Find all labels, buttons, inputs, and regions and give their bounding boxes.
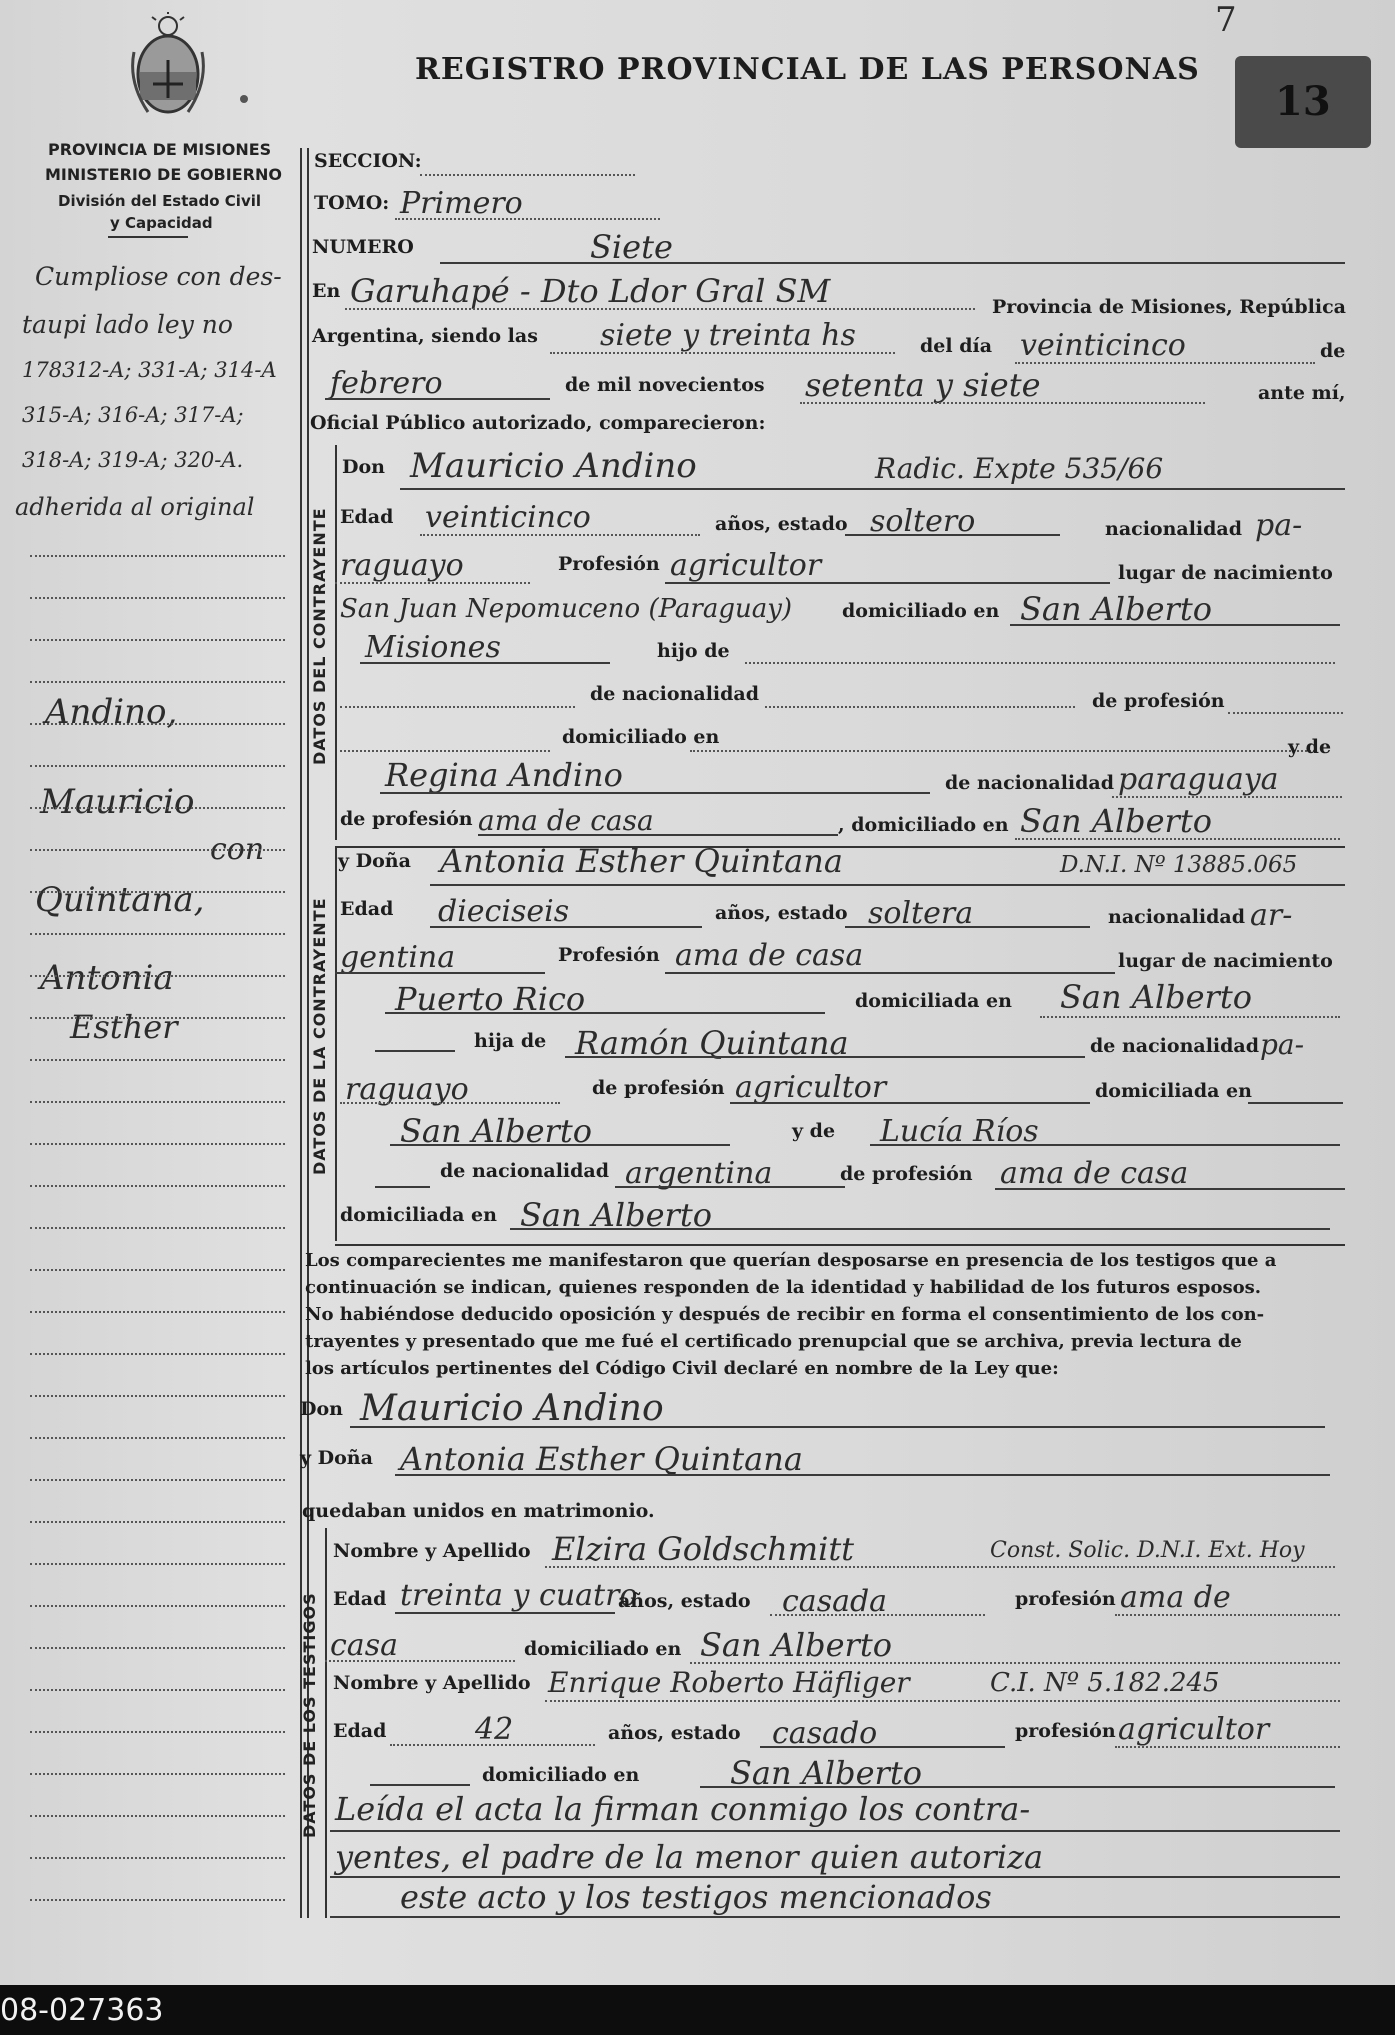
contrayente-border [335, 445, 337, 840]
padre-value: Ramón Quintana [575, 1024, 849, 1062]
margin-ruled-line [30, 1269, 285, 1271]
page-number: 7 [1215, 0, 1237, 40]
closing-rule-1 [330, 1830, 1340, 1832]
declaration-line-2: continuación se indican, quienes responden de la identidad y habilidad de los futuros esposos. [305, 1277, 1262, 1298]
declaration-line-3: No habiéndose deducido oposición y después de recibir en forma el consentimiento de los con- [305, 1304, 1265, 1325]
margin-ruled-line [30, 1059, 285, 1061]
contrayenta-name-line [430, 884, 1345, 886]
margin-ruled-line [30, 765, 285, 767]
t1-dom-line [690, 1662, 1340, 1664]
t2-profesion-label: profesión [1015, 1720, 1116, 1742]
contrayenta-profesion-label: Profesión [558, 944, 660, 966]
padre-nac-line [340, 1102, 560, 1104]
de-profesion: de profesión [1092, 690, 1225, 712]
padre-line [565, 1056, 1085, 1058]
madre-domiciliada-en: domiciliada en [340, 1204, 497, 1226]
closing-line-2: yentes, el padre de la menor quien autoriza [335, 1838, 1044, 1876]
numero-line [440, 262, 1345, 264]
quedaban-text: quedaban unidos en matrimonio. [302, 1500, 655, 1522]
contrayenta-madre-dom-line [510, 1228, 1330, 1230]
contrayenta-estado-value: soltera [868, 896, 974, 931]
day-line [1015, 362, 1315, 364]
contrayenta-profesion-line [665, 972, 1115, 974]
madre-de-profesion-2: de profesión [840, 1163, 973, 1185]
contrayenta-profesion-value: ama de casa [675, 938, 864, 973]
margin-note-line-2: taupi lado ley no [22, 310, 233, 339]
domicilio-line-2 [360, 662, 610, 664]
contrayenta-madre-dom: San Alberto [520, 1196, 712, 1234]
margin-ruled-line [30, 1899, 285, 1901]
t1-name: Elzira Goldschmitt [552, 1530, 855, 1568]
profesion-value: agricultor [670, 548, 822, 583]
t1-estado: casada [782, 1584, 888, 1619]
nac-line [335, 582, 530, 584]
margin-ruled-line [30, 723, 285, 725]
t2-prof-line [1115, 1746, 1340, 1748]
en-label: En [312, 280, 341, 302]
madre-de-nacionalidad: de nacionalidad [945, 772, 1115, 794]
declaration-don-value: Mauricio Andino [360, 1388, 664, 1429]
margin-ruled-line [30, 891, 285, 893]
margin-name-2: Mauricio [40, 782, 195, 822]
contrayente-name: Mauricio Andino [410, 446, 697, 486]
tomo-line [395, 218, 660, 220]
de-text: de [1320, 340, 1346, 362]
y-de: y de [1288, 736, 1332, 758]
declaration-don-line [350, 1426, 1325, 1428]
contrayenta-lugar-value: Puerto Rico [395, 980, 586, 1018]
contrayenta-dni: D.N.I. Nº 13885.065 [1060, 852, 1298, 878]
t2-edad-label: Edad [333, 1720, 387, 1742]
seccion-label: SECCION: [314, 150, 422, 172]
contrayenta-nac-part1: ar- [1250, 898, 1293, 933]
closing-line-3: este acto y los testigos mencionados [400, 1878, 992, 1916]
contrayenta-border [335, 846, 337, 1241]
margin-ruled-line [30, 975, 285, 977]
year-line [800, 402, 1205, 404]
margin-name-5: Antonia [40, 958, 174, 998]
hijo-de: hijo de [657, 640, 730, 662]
margin-ruled-line [30, 807, 285, 809]
t2-dom-line [700, 1786, 1335, 1788]
margin-name-3: con [210, 832, 265, 867]
padre-nac-line [765, 706, 1075, 708]
declaration-dona-label: y Doña [300, 1447, 373, 1469]
madre-de-nacionalidad-2: de nacionalidad [440, 1160, 610, 1182]
margin-ruled-line [30, 639, 285, 641]
edad-label: Edad [340, 506, 394, 528]
place-value: Garuhapé - Dto Ldor Gral SM [350, 272, 831, 310]
madre-prof-line [478, 834, 838, 836]
madre-dom: San Alberto [1020, 802, 1212, 840]
hija-blank-line [375, 1050, 455, 1052]
margin-ruled-line [30, 1143, 285, 1145]
de-nacionalidad: de nacionalidad [590, 683, 760, 705]
t2-edad-line [390, 1744, 595, 1746]
contrayenta-lugar-label: lugar de nacimiento [1118, 950, 1333, 972]
contrayenta-nac-line [335, 972, 545, 974]
t1-edad: treinta y cuatro [400, 1578, 638, 1613]
contrayenta-madre-nac-line [615, 1186, 845, 1188]
day-value: veinticinco [1020, 328, 1186, 363]
t2-name: Enrique Roberto Häfliger [548, 1666, 910, 1699]
contrayenta-madre-line [870, 1144, 1340, 1146]
margin-ruled-line [30, 1815, 285, 1817]
org-line-4: y Capacidad [110, 214, 213, 232]
declaration-dona-line [395, 1474, 1330, 1476]
hour-line [550, 352, 895, 354]
contrayenta-anios-estado: años, estado [715, 902, 848, 924]
t1-profesion-label: profesión [1015, 1588, 1116, 1610]
margin-ruled-line [30, 1437, 285, 1439]
domiciliado-en-3: , domiciliado en [838, 814, 1009, 836]
contrayenta-domiciliada-en: domiciliada en [855, 990, 1012, 1012]
padre-dom: San Alberto [400, 1112, 592, 1150]
t1-domiciliado-en: domiciliado en [524, 1638, 682, 1660]
closing-line-1: Leída el acta la firman conmigo los contra- [335, 1790, 1031, 1828]
coat-of-arms-emblem [128, 12, 208, 122]
oficial-text: Oficial Público autorizado, comparecieron: [310, 412, 766, 434]
margin-ruled-line [30, 1311, 285, 1313]
t1-nombre-label: Nombre y Apellido [333, 1540, 531, 1562]
argentina-text: Argentina, siendo las [312, 325, 538, 347]
madre-blank-line [375, 1186, 430, 1188]
org-line-1: PROVINCIA DE MISIONES [48, 140, 272, 159]
footer-bar [0, 1985, 1395, 2035]
testigos-section-label: DATOS DE LOS TESTIGOS [300, 1592, 319, 1838]
domicilio-value: San Alberto [1020, 590, 1212, 628]
contrayenta-madre-prof: ama de casa [1000, 1156, 1189, 1191]
padre-de-nacionalidad: de nacionalidad [1090, 1035, 1260, 1057]
margin-ruled-line [30, 597, 285, 599]
madre-line [380, 792, 930, 794]
t2-name-line [545, 1700, 1340, 1702]
edad-value: veinticinco [425, 500, 591, 535]
padre-prof-line [730, 1102, 1090, 1104]
month-line [325, 398, 550, 400]
domicilio-value-2: Misiones [365, 630, 501, 665]
margin-name-6: Esther [70, 1008, 178, 1046]
t2-anios-estado: años, estado [608, 1722, 741, 1744]
seccion-line [420, 174, 635, 176]
margin-ruled-line [30, 1605, 285, 1607]
margin-ruled-line [30, 1395, 285, 1397]
margin-ruled-line [30, 1731, 285, 1733]
margin-ruled-line [30, 1521, 285, 1523]
madre-prof: ama de casa [478, 804, 654, 837]
padre-dom-line [390, 1144, 730, 1146]
contrayenta-name: Antonia Esther Quintana [440, 842, 843, 880]
lugar-value: San Juan Nepomuceno (Paraguay) [340, 594, 793, 624]
declaration-line-4: trayentes y presentado que me fué el certificado prenupcial que se archiva, previa lectura de [305, 1331, 1242, 1352]
footer-id: 08-027363 [0, 1993, 164, 2028]
contrayenta-domicilio-value: San Alberto [1060, 978, 1252, 1016]
contrayente-name-line [400, 488, 1345, 490]
t2-prof: agricultor [1118, 1712, 1270, 1747]
anios-estado: años, estado [715, 513, 848, 535]
edad-line [420, 534, 700, 536]
declaration-dona-value: Antonia Esther Quintana [400, 1440, 803, 1478]
nac-value-part2: raguayo [340, 548, 464, 583]
margin-ruled-line [30, 933, 285, 935]
t2-estado-line [760, 1746, 1005, 1748]
madre-value: Regina Andino [385, 756, 623, 794]
margin-ruled-line [30, 1017, 285, 1019]
contrayenta-lugar-line [385, 1012, 825, 1014]
margin-note-line-5: 318-A; 319-A; 320-A. [22, 448, 244, 472]
margin-ruled-line [30, 681, 285, 683]
contrayenta-domicilio-line [1040, 1016, 1340, 1018]
t1-prof2-line [325, 1660, 515, 1662]
dona-label: y Doña [338, 850, 411, 872]
hijo-line [745, 662, 1335, 664]
nac-value-part1: pa- [1255, 508, 1303, 543]
margin-ruled-line [30, 1185, 285, 1187]
t1-name-line [545, 1566, 1335, 1568]
margin-name-1: Andino, [45, 692, 178, 732]
t1-edad-label: Edad [333, 1588, 387, 1610]
contrayenta-madre-prof-line [995, 1188, 1345, 1190]
padre-dom-blank [340, 750, 550, 752]
t2-edad: 42 [475, 1712, 514, 1747]
place-line [345, 308, 975, 310]
contrayenta-bottom-border [335, 1244, 1345, 1246]
domicilio-line [1010, 624, 1340, 626]
t1-prof-line [1115, 1614, 1340, 1616]
t2-dom: San Alberto [730, 1754, 922, 1792]
provincia-text: Provincia de Misiones, República [992, 296, 1346, 318]
t1-note: Const. Solic. D.N.I. Ext. Hoy [990, 1538, 1305, 1563]
domiciliado-en-2: domiciliado en [562, 726, 720, 748]
contrayenta-nacionalidad-label: nacionalidad [1108, 906, 1246, 928]
margin-ruled-line [30, 1647, 285, 1649]
year-value: setenta y siete [805, 366, 1041, 404]
dot-mark [240, 95, 248, 103]
del-dia-text: del día [920, 335, 993, 357]
margin-ruled-line [30, 1773, 285, 1775]
padre-nac-part1: pa- [1260, 1028, 1305, 1061]
madre-nac: paraguaya [1118, 762, 1279, 797]
margin-ruled-line [30, 1689, 285, 1691]
padre-dom-line-1 [1248, 1102, 1343, 1104]
margin-note-line-6: adherida al original [15, 493, 255, 521]
madre-dom-line [1015, 838, 1340, 840]
margin-ruled-line [30, 1857, 285, 1859]
lugar-label: lugar de nacimiento [1118, 562, 1333, 584]
contrayente-note: Radic. Expte 535/66 [875, 452, 1164, 485]
contrayenta-section-label: DATOS DE LA CONTRAYENTE [310, 897, 329, 1175]
de-mil-text: de mil novecientos [565, 374, 765, 396]
padre-nac-blank [340, 706, 575, 708]
de-profesion-2: de profesión [340, 808, 473, 830]
padre-prof: agricultor [735, 1070, 887, 1105]
t2-doc: C.I. Nº 5.182.245 [990, 1668, 1220, 1698]
margin-note-line-1: Cumpliose con des- [35, 262, 282, 291]
org-line-2: MINISTERIO DE GOBIERNO [45, 165, 282, 184]
contrayenta-edad-line [430, 926, 702, 928]
contrayenta-edad-label: Edad [340, 898, 394, 920]
padre-domiciliada-en: domiciliada en [1095, 1080, 1252, 1102]
padre-prof-line [1228, 712, 1343, 714]
contrayenta-nac-part2: gentina [340, 940, 456, 975]
t2-estado: casado [772, 1716, 878, 1751]
profesion-line [665, 582, 1110, 584]
stamp-number: 13 [1275, 78, 1331, 125]
margin-name-4: Quintana, [35, 880, 205, 920]
t1-prof-2: casa [330, 1628, 398, 1663]
declaration-line-1: Los comparecientes me manifestaron que querían desposarse en presencia de los testigos que a [305, 1250, 1277, 1271]
t1-dom: San Alberto [700, 1626, 892, 1664]
t2-nombre-label: Nombre y Apellido [333, 1672, 531, 1694]
padre-de-profesion: de profesión [592, 1077, 725, 1099]
margin-ruled-line [30, 1353, 285, 1355]
org-line-3: División del Estado Civil [58, 192, 262, 210]
stamp-number-box [1235, 56, 1371, 148]
testigos-border [325, 1528, 327, 1918]
tomo-value: Primero [400, 186, 523, 221]
don-label: Don [342, 456, 385, 478]
contrayenta-madre-value: Lucía Ríos [880, 1114, 1039, 1149]
margin-ruled-line [30, 849, 285, 851]
t1-prof-1: ama de [1120, 1580, 1231, 1615]
madre-nac-line [1112, 796, 1342, 798]
padre-dom-line [690, 750, 1315, 752]
tomo-label: TOMO: [314, 192, 390, 214]
declaration-don-label: Don [300, 1398, 343, 1420]
margin-ruled-line [30, 1227, 285, 1229]
margin-note-line-3: 178312-A; 331-A; 314-A [22, 358, 277, 382]
estado-line [845, 534, 1060, 536]
contrayenta-edad-value: dieciseis [438, 894, 570, 929]
estado-value: soltero [870, 504, 976, 539]
profesion-label: Profesión [558, 553, 660, 575]
nacionalidad-label: nacionalidad [1105, 518, 1243, 540]
month-value: febrero [330, 366, 443, 401]
hour-value: siete y treinta hs [600, 318, 856, 353]
numero-value: Siete [590, 228, 673, 266]
ante-mi-text: ante mí, [1258, 382, 1346, 404]
contrayente-section-label: DATOS DEL CONTRAYENTE [310, 507, 329, 765]
margin-ruled-line [30, 1479, 285, 1481]
margin-note-line-4: 315-A; 316-A; 317-A; [22, 403, 244, 427]
t1-anios-estado: años, estado [618, 1590, 751, 1612]
page-title: REGISTRO PROVINCIAL DE LAS PERSONAS [415, 52, 1200, 87]
declaration-line-5: los artículos pertinentes del Código Civil declaré en nombre de la Ley que: [305, 1358, 1059, 1379]
padre-nac-part2: raguayo [345, 1072, 469, 1107]
domiciliado-en: domiciliado en [842, 600, 1000, 622]
contrayenta-madre-nac: argentina [625, 1156, 773, 1191]
contrayenta-y-de: y de [792, 1120, 836, 1142]
margin-ruled-line [30, 1101, 285, 1103]
contrayenta-estado-line [845, 926, 1090, 928]
margin-ruled-line [30, 1563, 285, 1565]
t1-edad-line [395, 1612, 615, 1614]
t1-estado-line [770, 1614, 985, 1616]
numero-label: NUMERO [312, 236, 414, 258]
t2-dom-blank [370, 1784, 470, 1786]
org-underline [108, 236, 188, 238]
t2-domiciliado-en: domiciliado en [482, 1764, 640, 1786]
hija-de: hija de [474, 1030, 547, 1052]
closing-rule-3 [330, 1916, 1340, 1918]
margin-ruled-line [30, 555, 285, 557]
